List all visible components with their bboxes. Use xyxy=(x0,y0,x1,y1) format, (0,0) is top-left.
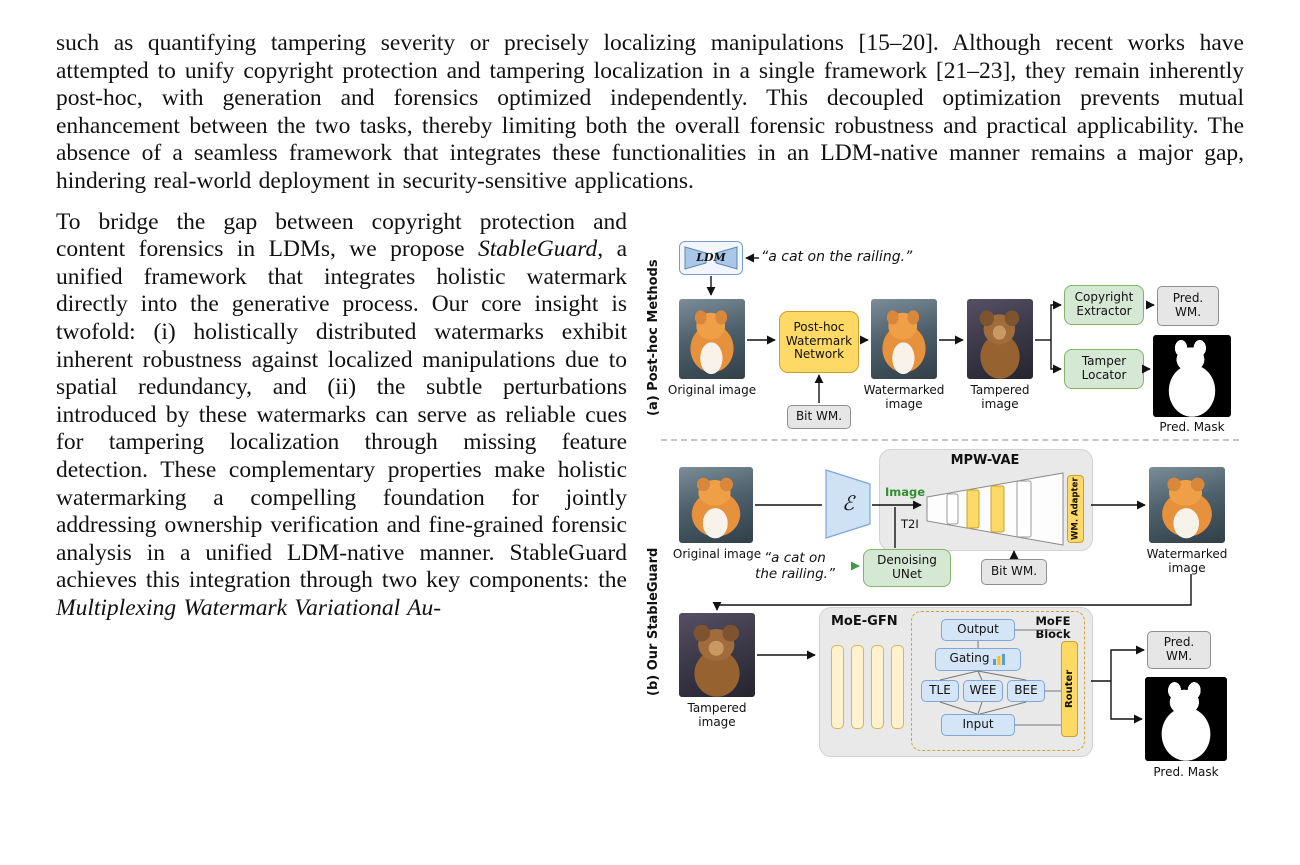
caption-original-b: Original image xyxy=(672,546,762,561)
panel-b-label: (b) Our StableGuard xyxy=(646,547,661,696)
mofe-bee-box: BEE xyxy=(1007,680,1045,702)
panel-divider xyxy=(661,439,1239,441)
encoder-epsilon-label: ℰ xyxy=(841,490,855,515)
original-image-b xyxy=(679,467,753,543)
prompt-text-a: “a cat on the railing.” xyxy=(761,248,913,265)
p2-mwva-italic: Multiplexing Watermark Variational Au- xyxy=(56,594,442,621)
mofe-output-box: Output xyxy=(941,619,1015,641)
caption-watermarked-b: Watermarked image xyxy=(1146,546,1228,575)
tampered-image-b xyxy=(679,613,755,697)
panel-a-label: (a) Post-hoc Methods xyxy=(646,259,661,416)
gating-label: Gating xyxy=(949,651,990,666)
bit-wm-box-b: Bit WM. xyxy=(981,559,1047,585)
denoising-unet-box: Denoising UNet xyxy=(863,549,951,587)
prompt-text-b-line2: the railing.” xyxy=(755,565,835,582)
figure-stableguard-overview xyxy=(641,217,1244,782)
prompt-text-b-line1: “a cat on xyxy=(764,549,826,566)
ldm-icon xyxy=(679,241,743,275)
caption-pred-mask-a: Pred. Mask xyxy=(1159,419,1225,434)
gfn-feature-bar xyxy=(851,645,864,729)
copyright-extractor-box: Copyright Extractor xyxy=(1064,285,1144,325)
caption-tampered-b: Tampered image xyxy=(687,700,747,729)
wm-adapter-strip: WM. Adapter xyxy=(1067,475,1084,543)
image-path-label: Image xyxy=(884,484,926,499)
t2i-path-label: T2I xyxy=(901,516,919,531)
caption-tampered-a: Tampered image xyxy=(970,382,1030,411)
pred-wm-box-a: Pred. WM. xyxy=(1157,286,1219,326)
pred-mask-image-a xyxy=(1153,335,1231,417)
moe-gfn-title: MoE-GFN xyxy=(831,613,898,629)
original-image-a xyxy=(679,299,745,379)
gfn-feature-bar xyxy=(831,645,844,729)
caption-pred-mask-b: Pred. Mask xyxy=(1153,764,1219,779)
mofe-input-box: Input xyxy=(941,714,1015,736)
vae-decoder-shape xyxy=(925,471,1065,547)
caption-watermarked-a: Watermarked image xyxy=(863,382,945,411)
gfn-feature-bar xyxy=(891,645,904,729)
mini-bar-chart-icon xyxy=(993,654,1006,665)
posthoc-watermark-network-box: Post-hoc Watermark Network xyxy=(779,311,859,373)
watermarked-image-b xyxy=(1149,467,1225,543)
pred-wm-box-b: Pred. WM. xyxy=(1147,631,1211,669)
tampered-image-a xyxy=(967,299,1033,379)
ldm-icon-label: LDM xyxy=(696,251,726,265)
bit-wm-box-a: Bit WM. xyxy=(787,405,851,429)
mofe-router-strip: Router xyxy=(1061,641,1078,737)
p2-seg1: To bridge the gap between copyright protection and content forensics in LDMs, we propose xyxy=(56,208,627,263)
paragraph-2-block xyxy=(56,208,1244,779)
mofe-block-label: MoFE Block xyxy=(1035,613,1071,641)
mofe-wee-box: WEE xyxy=(963,680,1003,702)
paragraph-1: such as quantifying tampering severity or precisely localizing manipulations [15–20]. Although recent works have attempted to unify copyright protection and tampering localization in a single framework [21–23], they remain inherently post-hoc, with generation and forensics optimized independently. This decoupled optimization prevents mutual enhancement between the two tasks, thereby limiting both the overall forensic robustness and practical applicability. The absence of a seamless framework that integrates these functionalities in an LDM-native manner remains a major gap, hindering real-world deployment in security-sensitive applications. xyxy=(56,30,1244,194)
mofe-gating-box xyxy=(935,648,1021,671)
tamper-locator-box: Tamper Locator xyxy=(1064,349,1144,389)
mpw-vae-title: MPW-VAE xyxy=(950,452,1020,468)
gfn-feature-bar xyxy=(871,645,884,729)
mofe-tle-box: TLE xyxy=(921,680,959,702)
pred-mask-image-b xyxy=(1145,677,1227,761)
p2-stableguard-italic: StableGuard xyxy=(478,236,598,263)
watermarked-image-a xyxy=(871,299,937,379)
p2-seg3: , a unified framework that integrates holistic watermark directly into the generative process. Our core insight is twofold: (i) holistically distributed watermarks exhibit inherent robustness against localized manipulations due to spatial redundancy, and (ii) the subtle perturbations introduced by these watermarks can serve as reliable cues for tampering localization through missing feature detection. These complementary properties make holistic watermarking a compelling foundation for jointly addressing ownership verification and fine-grained forensic analysis in a unified LDM-native manner. StableGuard achieves this integration through two key components: the xyxy=(56,236,628,594)
caption-original-a: Original image xyxy=(667,382,757,397)
